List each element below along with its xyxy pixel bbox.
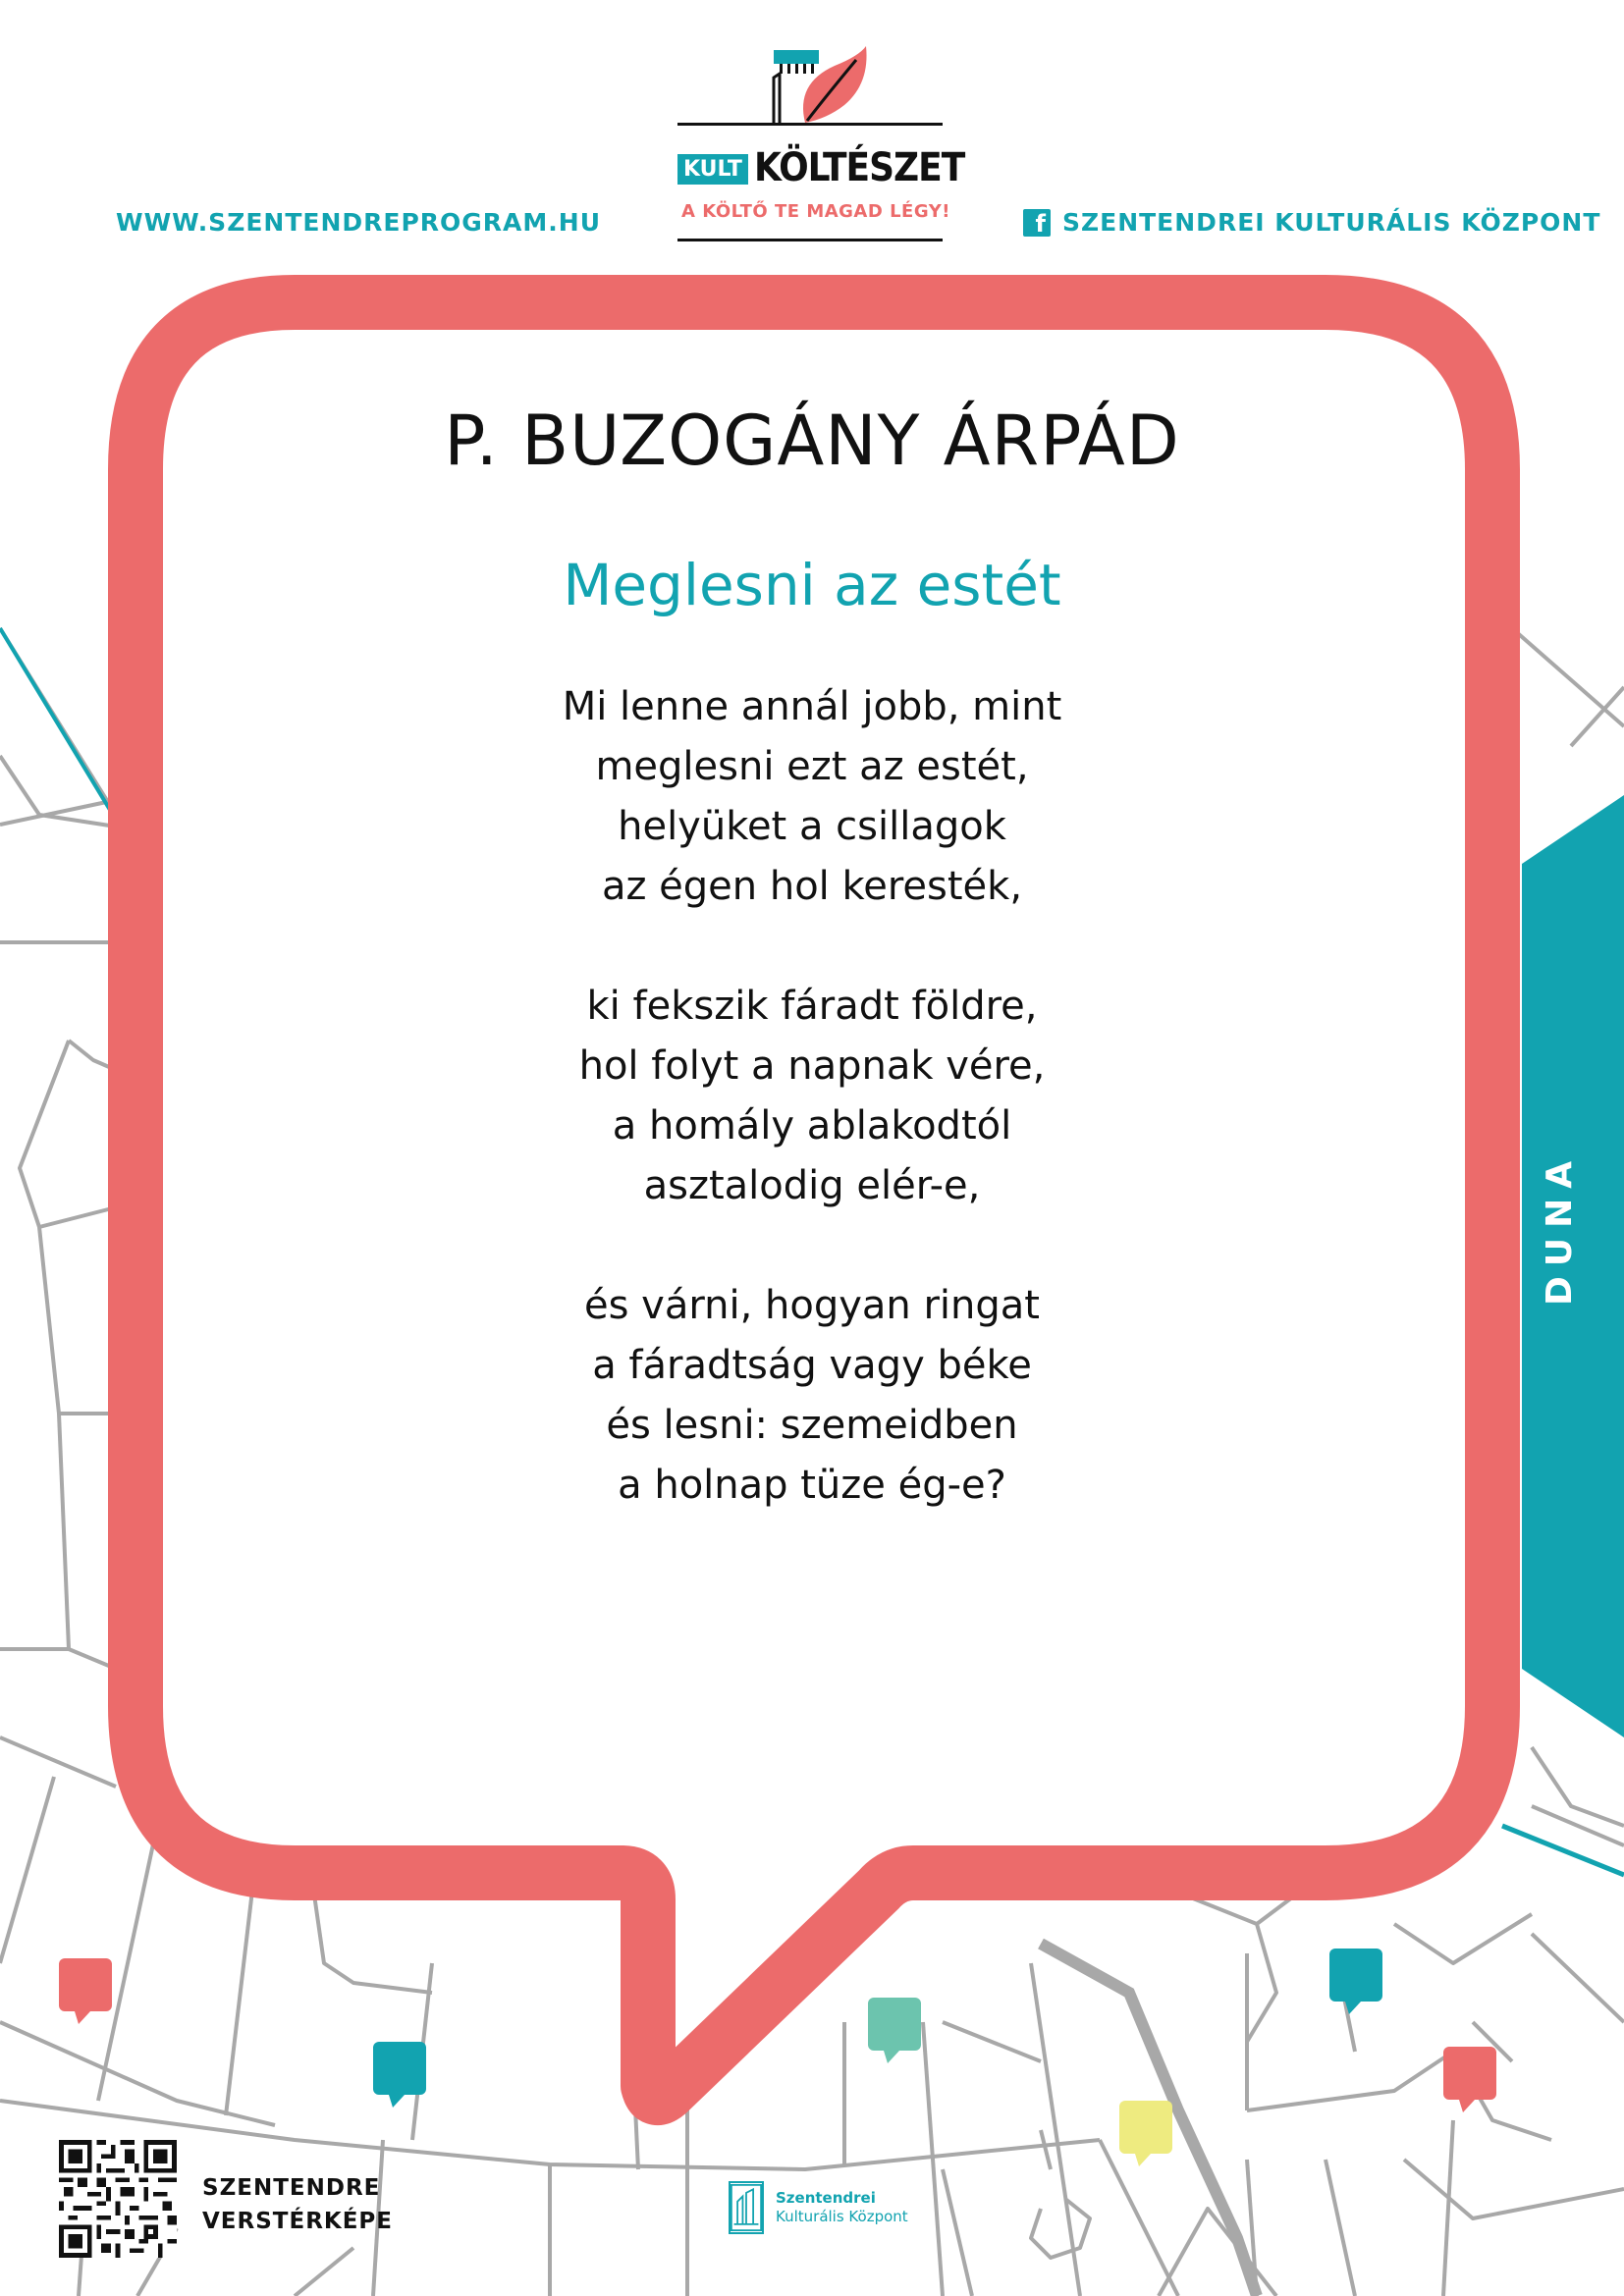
map-marker-mint (868, 1998, 921, 2063)
poem-line: az égen hol keresték, (601, 864, 1023, 909)
poem-line: és lesni: szemeidben (606, 1403, 1018, 1448)
poem-line: asztalodig elér-e, (643, 1163, 981, 1208)
poem-body (0, 677, 1624, 1575)
poem-line: hol folyt a napnak vére, (578, 1043, 1046, 1089)
organization-name-line1: Szentendrei (776, 2189, 876, 2207)
verse-map-title-line1: SZENTENDRE (202, 2175, 381, 2201)
poem-stanza-3 (0, 1276, 1624, 1516)
logo-rule-top (677, 123, 943, 126)
poem-line: a fáradtság vagy béke (592, 1343, 1032, 1388)
facebook-page-name: SZENTENDREI KULTURÁLIS KÖZPONT (1062, 208, 1601, 237)
poem-line: a homály ablakodtól (612, 1103, 1012, 1148)
river-label: DUNA (1540, 1150, 1580, 1306)
poem-line: helyüket a csillagok (618, 804, 1006, 849)
kult-kolteszet-logo (677, 44, 965, 245)
poem-title: Meglesni az estét (563, 552, 1061, 618)
poet-name: P. BUZOGÁNY ÁRPÁD (444, 400, 1180, 481)
map-marker-coral-right (1443, 2047, 1496, 2112)
organization-logo (729, 2181, 908, 2234)
poem-stanza-1 (0, 677, 1624, 917)
poem-line: meglesni ezt az estét, (595, 744, 1029, 789)
logo-kult-badge: KULT (677, 154, 748, 185)
map-marker-coral-left (59, 1958, 112, 2024)
map-marker-teal-right (1329, 1949, 1382, 2014)
poem-line: ki fekszik fáradt földre, (586, 984, 1038, 1029)
verse-map-title-line2: VERSTÉRKÉPE (202, 2209, 394, 2234)
poem-stanza-2 (0, 977, 1624, 1216)
facebook-link[interactable] (1023, 208, 1600, 237)
building-leaf-icon (766, 44, 874, 125)
website-link[interactable]: WWW.SZENTENDREPROGRAM.HU (116, 208, 601, 237)
logo-rule-bottom (677, 239, 943, 241)
logo-tagline: A KÖLTŐ TE MAGAD LÉGY! (681, 201, 950, 222)
poem-line: és várni, hogyan ringat (584, 1283, 1040, 1328)
organization-emblem-icon (729, 2181, 764, 2234)
poem-line: a holnap tüze ég-e? (618, 1463, 1006, 1508)
qr-code-icon[interactable] (59, 2140, 177, 2258)
map-marker-yellow (1119, 2101, 1172, 2166)
poem-line: Mi lenne annál jobb, mint (562, 684, 1062, 729)
organization-name-line2: Kulturális Központ (776, 2208, 908, 2225)
facebook-icon: f (1023, 209, 1051, 237)
verse-map-title (202, 2171, 393, 2238)
logo-wordmark: KÖLTÉSZET (754, 145, 965, 190)
